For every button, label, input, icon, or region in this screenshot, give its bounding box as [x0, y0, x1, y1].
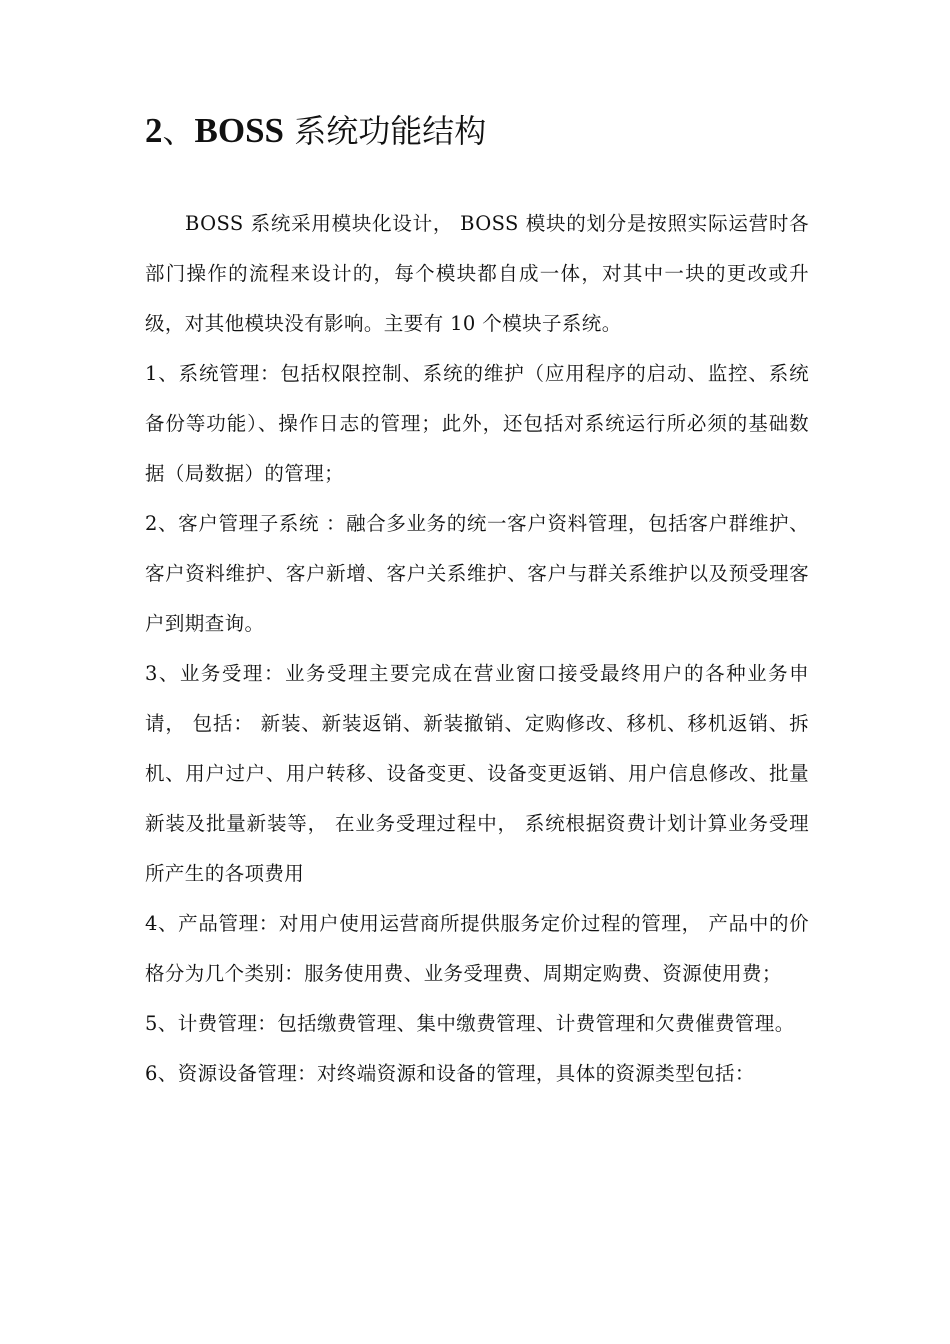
- intro-paragraph: BOSS 系统采用模块化设计， BOSS 模块的划分是按照实际运营时各部门操作的流程来设计的，每个模块都自成一体，对其中一块的更改或升级，对其他模块没有影响。主要有 10 个模块子系统。: [145, 212, 809, 335]
- heading-latin: BOSS: [194, 111, 285, 150]
- item-customer-management: 2、客户管理子系统 ：融合多业务的统一客户资料管理，包括客户群维护、客户资料维护、客户新增、客户关系维护、客户与群关系维护以及预受理客户到期查询。: [145, 512, 809, 635]
- item-resource-management: 6、资源设备管理：对终端资源和设备的管理，具体的资源类型包括：: [145, 1062, 755, 1085]
- heading-text: 系统功能结构: [284, 112, 487, 150]
- document-body: [145, 199, 809, 1099]
- item-system-management: 1、系统管理：包括权限控制、系统的维护（应用程序的启动、监控、系统备份等功能）、操作日志的管理；此外，还包括对系统运行所必须的基础数据（局数据）的管理；: [145, 362, 809, 485]
- item-product-management: 4、产品管理：对用户使用运营商所提供服务定价过程的管理， 产品中的价格分为几个类别：服务使用费、业务受理费、周期定购费、资源使用费；: [145, 912, 809, 985]
- item-business-acceptance: 3、业务受理：业务受理主要完成在营业窗口接受最终用户的各种业务申请， 包括： 新装、新装返销、新装撤销、定购修改、移机、移机返销、拆机、用户过户、用户转移、设备变更、设备变更返销、用户信息修改、批量新装及批量新装等， 在业务受理过程中， 系统根据资费计划计算业务受理所产生的各项费用: [145, 662, 809, 885]
- heading-separator: 、: [162, 112, 195, 150]
- section-heading: [145, 106, 486, 156]
- heading-number: 2: [145, 111, 163, 150]
- item-billing-management: 5、计费管理：包括缴费管理、集中缴费管理、计费管理和欠费催费管理。: [145, 1012, 795, 1035]
